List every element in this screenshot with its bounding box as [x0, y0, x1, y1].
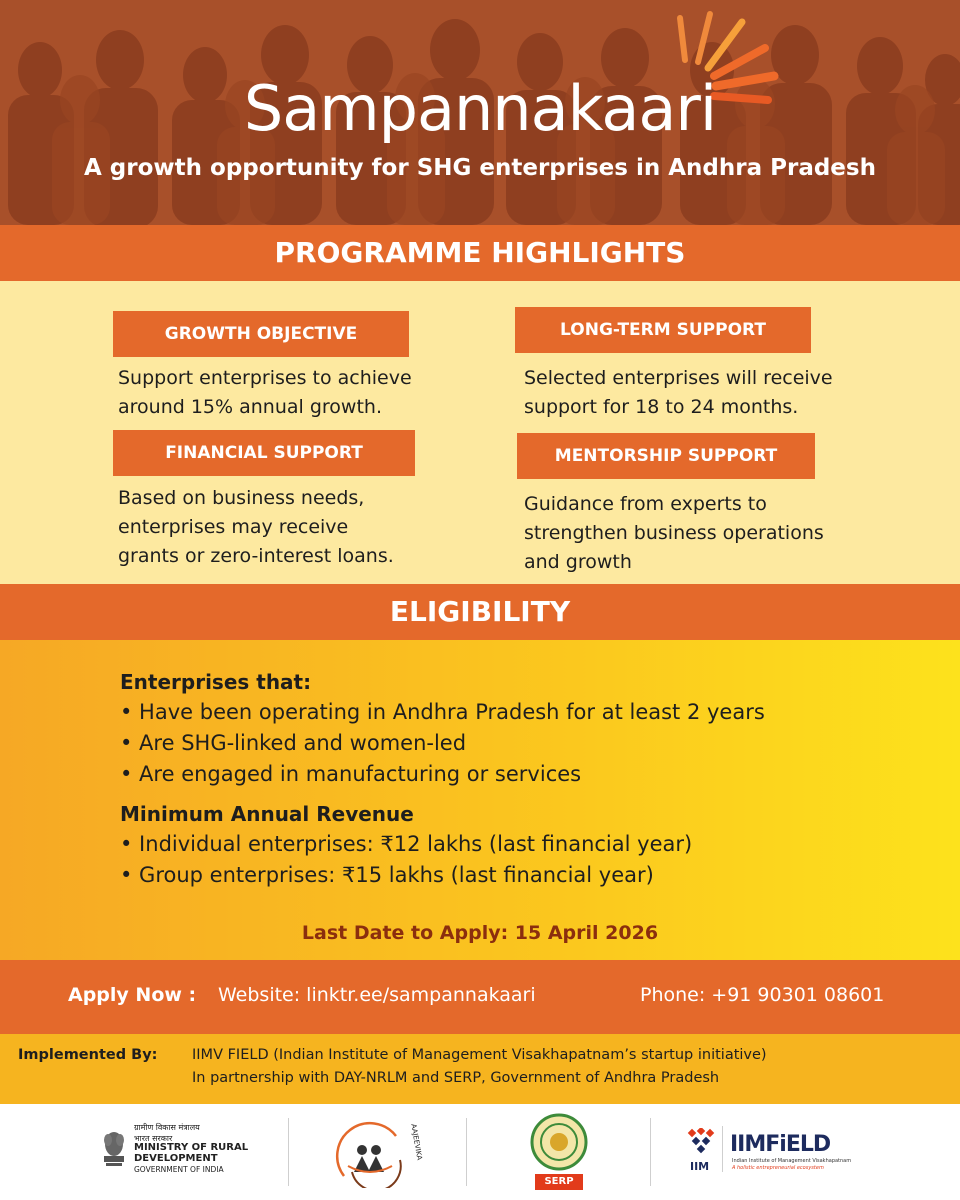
- logo-divider: [466, 1118, 467, 1186]
- mord-hindi-line1: ग्रामीण विकास मंत्रालय: [134, 1123, 200, 1132]
- enterprises-heading: Enterprises that:: [120, 670, 312, 694]
- mord-line3: GOVERNMENT OF INDIA: [134, 1165, 224, 1174]
- revenue-item: • Group enterprises: ₹15 lakhs (last financial year): [120, 863, 654, 887]
- logo-divider: [722, 1126, 723, 1172]
- implemented-by-label: Implemented By:: [18, 1047, 158, 1063]
- revenue-item: • Individual enterprises: ₹12 lakhs (last financial year): [120, 832, 693, 856]
- criteria-item: • Are SHG-linked and women-led: [120, 731, 467, 755]
- website-link[interactable]: Website: linktr.ee/sampannakaari: [218, 984, 536, 1006]
- iim-wordmark: IIM: [690, 1160, 710, 1173]
- partnership-line: In partnership with DAY-NRLM and SERP, Government of Andhra Pradesh: [192, 1070, 720, 1086]
- criteria-item: • Have been operating in Andhra Pradesh for at least 2 years: [120, 700, 765, 724]
- text-line: strengthen business operations: [524, 522, 824, 544]
- header: [0, 0, 960, 225]
- program-title: Sampannakaari: [243, 72, 717, 145]
- text-line: Guidance from experts to: [524, 493, 767, 515]
- phone-number[interactable]: Phone: +91 90301 08601: [640, 984, 885, 1006]
- eligibility-section: [0, 640, 960, 960]
- aajeevika-logo-icon: [330, 1116, 410, 1188]
- text-line: Support enterprises to achieve: [118, 367, 412, 389]
- revenue-heading: Minimum Annual Revenue: [120, 802, 414, 826]
- growth-objective-label: GROWTH OBJECTIVE: [113, 311, 409, 357]
- logo-divider: [650, 1118, 651, 1186]
- text-line: and growth: [524, 551, 632, 573]
- apply-bar: [0, 960, 960, 1034]
- financial-support-text: [118, 484, 394, 571]
- iimfield-wordmark: IIMFiELD: [730, 1132, 831, 1157]
- last-date-to-apply: Last Date to Apply: 15 April 2026: [301, 922, 659, 944]
- serp-label: SERP: [535, 1174, 583, 1190]
- ap-government-seal-icon: [530, 1112, 588, 1172]
- text-line: grants or zero-interest loans.: [118, 545, 394, 567]
- mord-line2: DEVELOPMENT: [134, 1153, 218, 1164]
- criteria-item: • Are engaged in manufacturing or services: [120, 762, 582, 786]
- program-subtitle: A growth opportunity for SHG enterprises in Andhra Pradesh: [84, 155, 876, 181]
- financial-support-label: FINANCIAL SUPPORT: [113, 430, 415, 476]
- iimfield-tagline-2: A holistic entrepreneurial ecosystem: [732, 1165, 824, 1171]
- mord-hindi-line2: भारत सरकार: [134, 1134, 173, 1143]
- national-emblem-icon: [100, 1126, 128, 1170]
- growth-objective-text: [118, 364, 412, 422]
- apply-now-label: Apply Now :: [68, 984, 197, 1006]
- text-line: support for 18 to 24 months.: [524, 396, 799, 418]
- iimfield-tagline-1: Indian Institute of Management Visakhapatnam: [732, 1158, 852, 1164]
- logo-divider: [288, 1118, 289, 1186]
- implemented-by-section: [0, 1034, 960, 1104]
- long-term-support-label: LONG-TERM SUPPORT: [515, 307, 811, 353]
- text-line: Selected enterprises will receive: [524, 367, 833, 389]
- text-line: enterprises may receive: [118, 516, 349, 538]
- partner-logos: [0, 1104, 960, 1200]
- aajeevika-wordmark: AAJEEVIKA: [409, 1123, 424, 1161]
- highlights-heading: PROGRAMME HIGHLIGHTS: [0, 225, 960, 281]
- text-line: Based on business needs,: [118, 487, 365, 509]
- iim-logo-icon: [684, 1128, 718, 1158]
- text-line: around 15% annual growth.: [118, 396, 382, 418]
- mentorship-support-label: MENTORSHIP SUPPORT: [517, 433, 815, 479]
- mord-line1: MINISTRY OF RURAL: [134, 1142, 249, 1153]
- highlights-section: [0, 281, 960, 584]
- long-term-support-text: [524, 364, 833, 422]
- eligibility-heading: ELIGIBILITY: [0, 584, 960, 640]
- implementer-line: IIMV FIELD (Indian Institute of Management Visakhapatnam’s startup initiative): [192, 1047, 767, 1063]
- mentorship-support-text: [524, 490, 824, 577]
